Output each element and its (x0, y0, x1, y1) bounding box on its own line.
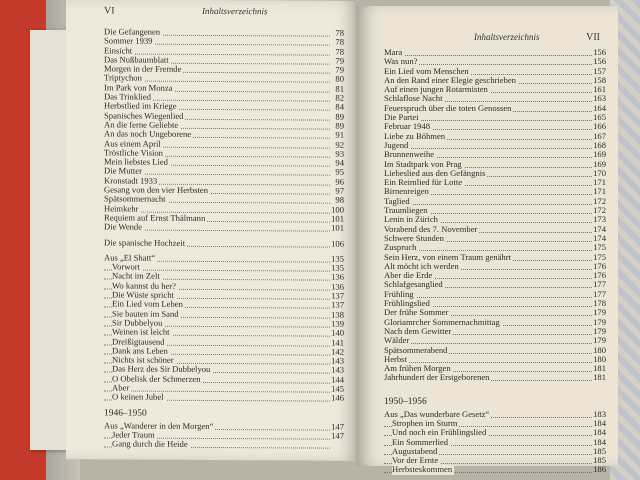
toc-entry-title: An das noch Ungeborene (104, 128, 192, 140)
toc-entry-page: 143 (331, 355, 344, 366)
toc-entry-title: Aber die Erde (384, 270, 433, 281)
toc-entry-page: 78 (335, 36, 344, 47)
toc-entry-page: 137 (331, 290, 344, 301)
toc-entry-title: Birnenreigen (384, 186, 429, 197)
left-toc (104, 27, 344, 450)
left-page-number: VI (104, 5, 115, 17)
toc-entry-title: Und noch ein Frühlingslied (392, 427, 487, 438)
toc-entry-page: 145 (331, 383, 344, 394)
toc-entry-page: 175 (593, 242, 606, 253)
toc-entry-title: Frühling (384, 288, 414, 299)
toc-entry-title: Schlaflose Nacht (384, 93, 443, 104)
toc-entry-title: Am frühen Morgen (384, 363, 451, 374)
toc-entry (384, 132, 606, 141)
toc-entry-page: 156 (593, 56, 606, 67)
toc-entry-title: Liebe zu Böhmen (384, 130, 446, 141)
toc-entry-title: Sein Herz, von einem Traum genährt (384, 251, 511, 262)
toc-entry-page: 79 (335, 64, 344, 75)
toc-entry-page: 142 (331, 346, 344, 357)
toc-entry-page: 138 (331, 309, 344, 320)
toc-entry-title: Weinen ist leicht (112, 326, 170, 337)
toc-entry-title: Ein Lied vom Leben (112, 298, 183, 310)
toc-entry-page: 177 (593, 288, 606, 299)
toc-entry-title: Im Stadtpark von Prag (384, 158, 462, 169)
toc-entry-page: 184 (593, 427, 606, 438)
toc-entry-title: Schlafgesanglied (384, 279, 443, 290)
toc-entry-title: Einsicht (104, 45, 133, 56)
toc-entry-title: Der frühe Sommer (384, 307, 449, 318)
toc-entry (104, 238, 344, 249)
toc-entry-title: Sie bauten im Sand (112, 308, 179, 319)
toc-entry-title: Augustabend (392, 445, 438, 456)
toc-entry-title: Gesang von den vier Herbsten (104, 184, 209, 196)
toc-entry-page: 79 (335, 55, 344, 66)
toc-entry-title: O Obelisk der Schmerzen (112, 373, 201, 384)
left-page (66, 0, 358, 461)
toc-entry-page: 176 (593, 270, 606, 281)
toc-entry-title: Aus „Das wunderbare Gesetz“ (384, 408, 490, 419)
right-toc (384, 48, 606, 475)
toc-entry-page: 100 (331, 204, 344, 215)
toc-entry-title: Heimkehr (104, 203, 139, 214)
toc-entry-page: 166 (593, 121, 606, 132)
toc-entry-title: Lenin in Zürich (384, 214, 438, 225)
toc-entry-page: 171 (593, 186, 606, 197)
toc-entry-title: An die ferne Geliebte (104, 119, 179, 130)
toc-entry-page: 98 (335, 194, 344, 206)
toc-entry-page: 177 (593, 279, 606, 290)
toc-dot-leader (384, 355, 592, 363)
toc-entry-title: Das Nußbaumblatt (104, 54, 169, 65)
toc-entry-page: 81 (335, 83, 344, 94)
toc-entry-page: 144 (331, 374, 344, 385)
toc-entry-title: Nacht im Zelt (112, 270, 160, 282)
toc-entry-page: 172 (593, 195, 606, 206)
toc-entry-page: 186 (593, 464, 606, 475)
toc-entry-title: Die Wende (104, 221, 143, 232)
toc-entry-title: Aus „Wanderer in den Morgen“ (104, 420, 214, 431)
toc-entry-page: 141 (331, 337, 344, 348)
toc-entry-page: 135 (331, 253, 344, 264)
toc-entry-page: 164 (593, 102, 606, 113)
toc-entry-title: Die Gefangenen (104, 26, 161, 37)
toc-entry-title: Im Park von Monza (104, 82, 173, 93)
toc-entry-title: Wo kannst du her? (112, 280, 176, 291)
toc-entry-title: Jahrhundert der Erstgeborenen (384, 372, 490, 383)
section-heading-1950: 1950–1956 (384, 396, 427, 407)
toc-entry-title: Spanisches Wiegenlied (104, 110, 184, 121)
toc-entry-title: Dreißigtausend (112, 335, 165, 347)
toc-dot-leader (384, 48, 592, 56)
toc-entry-title: Triptychon (104, 72, 142, 84)
toc-entry-page: 94 (335, 157, 344, 168)
toc-entry-title: Tröstliche Vision (104, 147, 163, 158)
toc-entry-title: Taglied (384, 195, 410, 206)
toc-entry-title: Februar 1948 (384, 121, 431, 132)
toc-entry-page: 173 (593, 214, 606, 225)
toc-entry-page: 156 (593, 47, 606, 57)
toc-entry-page: 80 (335, 74, 344, 85)
toc-entry-page: 172 (593, 205, 606, 216)
toc-entry-title: An den Rand einer Elegie geschrieben (384, 74, 516, 85)
toc-entry-page: 165 (593, 112, 606, 123)
toc-entry-page: 95 (335, 167, 344, 178)
toc-entry-title: O keinen Jubel (112, 391, 164, 403)
toc-entry-page: 161 (593, 84, 606, 95)
toc-entry (384, 346, 606, 355)
toc-entry-page: 185 (593, 455, 606, 466)
toc-entry-title: Aus „El Shatt“ (104, 252, 156, 263)
toc-entry-page: 180 (593, 353, 606, 364)
toc-entry-title: Sir Dubbelyou (112, 317, 163, 328)
right-page (356, 6, 618, 475)
toc-entry (384, 187, 606, 196)
toc-dot-leader (384, 141, 592, 149)
toc-entry-title: Aus einem April (104, 137, 161, 149)
toc-entry-page: 135 (331, 262, 344, 273)
toc-entry-page: 140 (331, 327, 344, 338)
toc-entry-title: Ein Lied vom Menschen (384, 65, 469, 76)
toc-entry-page: 169 (593, 158, 606, 169)
toc-entry-title: Jeder Traum (112, 429, 155, 440)
toc-entry-title: Auf einen jungen Rotarmisten (384, 84, 488, 95)
toc-entry-page: 93 (335, 148, 344, 159)
toc-entry-title: Kronstadt 1933 (104, 175, 158, 186)
toc-entry-title: Requiem auf Ernst Thälmann (104, 212, 206, 223)
toc-entry (384, 234, 606, 243)
toc-entry-title: Morgen in der Fremde (104, 63, 182, 75)
toc-entry-page: 178 (593, 298, 606, 309)
toc-entry (104, 440, 344, 451)
toc-entry-title: Die Wüste spricht (112, 289, 174, 300)
toc-entry-page: 101 (331, 222, 344, 233)
right-page-number: VII (586, 32, 600, 43)
toc-entry-title: Mara (384, 47, 403, 57)
toc-entry-page: 137 (331, 299, 344, 311)
toc-entry-page: 163 (593, 93, 606, 104)
toc-entry-title: Vorwort (112, 261, 141, 272)
toc-entry-page: 168 (593, 139, 606, 150)
toc-entry-page: 101 (331, 213, 344, 224)
toc-entry-page: 91 (335, 129, 344, 140)
toc-entry-page: 174 (593, 223, 606, 234)
section-heading-1946: 1946–1950 (104, 408, 147, 419)
toc-entry-page: 179 (593, 307, 606, 318)
toc-entry-page: 174 (593, 232, 606, 243)
toc-entry-page: 180 (593, 344, 606, 355)
toc-entry-page: 181 (593, 372, 606, 383)
toc-entry-title: Nichts ist schöner (112, 354, 174, 365)
toc-entry-page: 136 (331, 281, 344, 292)
toc-entry-page: 143 (331, 365, 344, 376)
toc-entry-title: Mein liebstes Lied (104, 156, 168, 167)
toc-dot-leader (384, 197, 592, 205)
toc-entry-title: Ein Reimlied für Lotte (384, 177, 463, 188)
toc-entry (384, 327, 606, 336)
toc-entry-title: Jugend (384, 139, 409, 150)
toc-entry-page: 89 (335, 120, 344, 131)
toc-entry-page: 96 (335, 176, 344, 187)
toc-entry-title: Frühlingslied (384, 298, 430, 309)
toc-dot-leader (384, 336, 592, 344)
toc-entry-page: 97 (335, 185, 344, 196)
toc-entry-title: Spätsommernacht (104, 193, 166, 205)
toc-entry-page: 146 (331, 392, 344, 403)
toc-entry-page: 179 (593, 325, 606, 336)
toc-entry-page: 147 (331, 430, 344, 441)
toc-entry-title: Gloriamrcher Sommernachmittag (384, 316, 500, 327)
toc-entry-title: Die Mutter (104, 165, 142, 177)
toc-entry-title: Das Herz des Sir Dubbelyou (112, 363, 211, 375)
toc-entry-title: Die spanische Hochzeit (104, 236, 186, 248)
toc-entry-page: 181 (593, 363, 606, 374)
toc-entry-title: Wälder (384, 335, 410, 346)
toc-entry-page: 84 (335, 102, 344, 113)
toc-entry-page: 92 (335, 139, 344, 150)
toc-entry-page: 82 (335, 92, 344, 103)
toc-entry-page: 175 (593, 251, 606, 262)
toc-entry-page: 184 (593, 417, 606, 428)
toc-entry-title: Aber (112, 382, 130, 393)
toc-entry-title: Vorabend des 7. November (384, 223, 478, 234)
toc-entry (384, 280, 606, 289)
toc-entry-page: 171 (593, 177, 606, 188)
toc-entry-page: 147 (331, 421, 344, 432)
toc-entry-page: 176 (593, 260, 606, 271)
toc-entry-title: Die Partei (384, 112, 419, 123)
right-page-header: Inhaltsverzeichnis (474, 32, 540, 42)
toc-entry-title: Sommer 1939 (104, 35, 153, 46)
toc-entry-title: Spätsommerabend (384, 344, 448, 355)
toc-entry-page: 106 (331, 238, 344, 249)
toc-entry (384, 373, 606, 382)
toc-entry-title: Liebeslied aus den Gefängnis (384, 167, 486, 178)
toc-entry-page: 158 (593, 74, 606, 85)
toc-entry-page: 78 (335, 27, 344, 38)
toc-entry-title: Schwere Stunden (384, 232, 444, 243)
toc-entry-page: 89 (335, 111, 344, 122)
toc-entry (104, 223, 344, 234)
toc-entry-title: Herbst (384, 353, 407, 364)
toc-entry-page: 157 (593, 65, 606, 76)
toc-entry-title: Brunnenweihe (384, 149, 435, 160)
toc-entry-title: Herbsteskommen (392, 464, 453, 475)
toc-entry-title: Gang durch die Heide (112, 438, 188, 450)
toc-entry-page: 78 (335, 46, 344, 57)
toc-entry (384, 465, 606, 474)
left-page-header: Inhaltsverzeichnis (202, 5, 268, 17)
toc-entry-title: Zuspruch (384, 242, 417, 253)
toc-entry-page: 167 (593, 130, 606, 141)
toc-entry-title: Herbstlied im Kriege (104, 100, 177, 112)
toc-entry-title: Vor der Ernte (392, 455, 439, 466)
toc-entry-title: Feuerspruch über die toten Genossen (384, 102, 512, 113)
toc-entry-page: 139 (331, 318, 344, 329)
toc-entry-title: Was nun? (384, 56, 418, 67)
toc-entry-title: Ein Sommerlied (392, 436, 449, 447)
toc-entry-page: 179 (593, 335, 606, 346)
toc-entry-page: 169 (593, 149, 606, 160)
toc-entry-title: Das Trinklied (104, 91, 152, 102)
toc-entry-title: Dank ans Leben (112, 345, 168, 356)
toc-entry-page: 136 (331, 272, 344, 283)
toc-entry-title: Nach dem Gewitter (384, 325, 452, 336)
toc-entry-title: Strophen im Sturm (392, 417, 458, 428)
toc-entry-title: Alt möcht ich werden (384, 260, 459, 271)
toc-entry-page: 183 (593, 408, 606, 419)
toc-entry (104, 393, 344, 404)
toc-entry-page: 185 (593, 445, 606, 456)
toc-entry-page: 179 (593, 316, 606, 327)
toc-entry-page: 184 (593, 436, 606, 447)
toc-entry-page: 170 (593, 167, 606, 178)
toc-entry (384, 48, 606, 57)
toc-entry-title: Traumliegen (384, 205, 428, 216)
